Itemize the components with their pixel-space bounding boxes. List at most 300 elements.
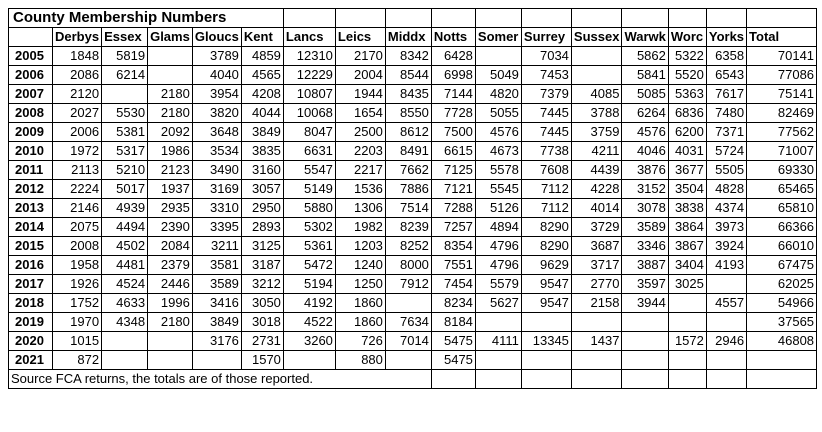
value-cell	[475, 313, 521, 332]
value-cell: 2731	[241, 332, 283, 351]
value-cell: 1996	[148, 294, 193, 313]
value-cell: 5361	[283, 237, 335, 256]
year-cell: 2012	[9, 180, 53, 199]
value-cell: 5475	[431, 332, 475, 351]
value-cell	[102, 351, 148, 370]
year-cell: 2006	[9, 66, 53, 85]
value-cell: 1944	[335, 85, 385, 104]
value-cell: 4576	[622, 123, 668, 142]
value-cell: 5578	[475, 161, 521, 180]
value-cell: 7379	[521, 85, 571, 104]
value-cell: 4192	[283, 294, 335, 313]
value-cell: 4522	[283, 313, 335, 332]
value-cell: 2446	[148, 275, 193, 294]
value-cell: 3759	[571, 123, 622, 142]
value-cell: 3346	[622, 237, 668, 256]
value-cell: 3395	[192, 218, 241, 237]
year-cell: 2017	[9, 275, 53, 294]
value-cell: 8491	[385, 142, 431, 161]
value-cell: 5126	[475, 199, 521, 218]
value-cell: 4040	[192, 66, 241, 85]
value-cell: 5017	[102, 180, 148, 199]
total-cell: 77562	[747, 123, 817, 142]
value-cell: 7453	[521, 66, 571, 85]
total-cell: 54966	[747, 294, 817, 313]
value-cell	[622, 313, 668, 332]
value-cell: 7662	[385, 161, 431, 180]
value-cell: 10068	[283, 104, 335, 123]
value-cell: 6200	[668, 123, 706, 142]
value-cell: 7125	[431, 161, 475, 180]
value-cell	[192, 351, 241, 370]
value-cell: 3504	[668, 180, 706, 199]
value-cell: 3589	[622, 218, 668, 237]
table-row	[9, 237, 817, 256]
value-cell	[148, 332, 193, 351]
value-cell: 2170	[335, 47, 385, 66]
value-cell	[706, 275, 746, 294]
value-cell: 3534	[192, 142, 241, 161]
value-cell: 2004	[335, 66, 385, 85]
value-cell: 7112	[521, 180, 571, 199]
empty-cell	[431, 370, 475, 389]
value-cell	[668, 313, 706, 332]
value-cell: 3788	[571, 104, 622, 123]
value-cell: 4502	[102, 237, 148, 256]
value-cell: 3050	[241, 294, 283, 313]
empty-cell	[668, 370, 706, 389]
corner-cell	[9, 28, 53, 47]
value-cell: 4193	[706, 256, 746, 275]
value-cell: 4576	[475, 123, 521, 142]
value-cell: 3589	[192, 275, 241, 294]
value-cell: 3887	[622, 256, 668, 275]
total-cell: 46808	[747, 332, 817, 351]
value-cell: 2500	[335, 123, 385, 142]
value-cell: 3152	[622, 180, 668, 199]
value-cell: 1203	[335, 237, 385, 256]
value-cell: 7728	[431, 104, 475, 123]
table-row	[9, 66, 817, 85]
value-cell: 5475	[431, 351, 475, 370]
value-cell: 6615	[431, 142, 475, 161]
value-cell: 2180	[148, 104, 193, 123]
value-cell: 4565	[241, 66, 283, 85]
value-cell: 1570	[241, 351, 283, 370]
year-cell: 2015	[9, 237, 53, 256]
table-row	[9, 332, 817, 351]
value-cell: 3310	[192, 199, 241, 218]
column-header: Sussex	[571, 28, 622, 47]
value-cell: 2893	[241, 218, 283, 237]
value-cell: 5627	[475, 294, 521, 313]
value-cell: 7617	[706, 85, 746, 104]
value-cell: 3581	[192, 256, 241, 275]
value-cell: 4828	[706, 180, 746, 199]
value-cell: 2217	[335, 161, 385, 180]
value-cell: 6631	[283, 142, 335, 161]
value-cell: 5302	[283, 218, 335, 237]
column-header: Glams	[148, 28, 193, 47]
value-cell: 1572	[668, 332, 706, 351]
value-cell	[668, 351, 706, 370]
table-title: County Membership Numbers	[9, 9, 284, 28]
total-cell: 62025	[747, 275, 817, 294]
column-header: Somer	[475, 28, 521, 47]
value-cell: 5841	[622, 66, 668, 85]
value-cell: 1536	[335, 180, 385, 199]
table-row	[9, 313, 817, 332]
total-cell: 65810	[747, 199, 817, 218]
value-cell: 4633	[102, 294, 148, 313]
year-cell: 2007	[9, 85, 53, 104]
value-cell: 3838	[668, 199, 706, 218]
source-note: Source FCA returns, the totals are of those reported.	[9, 370, 432, 389]
value-cell: 4228	[571, 180, 622, 199]
value-cell	[521, 351, 571, 370]
value-cell	[385, 351, 431, 370]
value-cell: 5862	[622, 47, 668, 66]
value-cell	[571, 66, 622, 85]
value-cell: 7514	[385, 199, 431, 218]
value-cell: 5149	[283, 180, 335, 199]
column-header: Yorks	[706, 28, 746, 47]
value-cell: 6264	[622, 104, 668, 123]
value-cell: 4046	[622, 142, 668, 161]
value-cell: 8000	[385, 256, 431, 275]
total-cell: 37565	[747, 313, 817, 332]
value-cell: 12229	[283, 66, 335, 85]
value-cell: 1848	[53, 47, 102, 66]
table-row	[9, 142, 817, 161]
value-cell	[102, 332, 148, 351]
value-cell: 1970	[53, 313, 102, 332]
value-cell: 4524	[102, 275, 148, 294]
value-cell: 4348	[102, 313, 148, 332]
value-cell: 8435	[385, 85, 431, 104]
value-cell: 5530	[102, 104, 148, 123]
total-cell: 71007	[747, 142, 817, 161]
value-cell: 3954	[192, 85, 241, 104]
value-cell: 3416	[192, 294, 241, 313]
value-cell: 1972	[53, 142, 102, 161]
value-cell: 3924	[706, 237, 746, 256]
value-cell: 1654	[335, 104, 385, 123]
year-cell: 2008	[9, 104, 53, 123]
value-cell: 3789	[192, 47, 241, 66]
value-cell: 9547	[521, 275, 571, 294]
table-row	[9, 123, 817, 142]
value-cell: 3260	[283, 332, 335, 351]
table-row	[9, 47, 817, 66]
value-cell: 5322	[668, 47, 706, 66]
value-cell: 3835	[241, 142, 283, 161]
value-cell: 1015	[53, 332, 102, 351]
value-cell	[148, 47, 193, 66]
value-cell: 7014	[385, 332, 431, 351]
value-cell: 2146	[53, 199, 102, 218]
total-cell: 65465	[747, 180, 817, 199]
table-row	[9, 180, 817, 199]
table-row	[9, 85, 817, 104]
value-cell: 3876	[622, 161, 668, 180]
value-cell: 5505	[706, 161, 746, 180]
value-cell: 13345	[521, 332, 571, 351]
total-cell: 66366	[747, 218, 817, 237]
value-cell: 7608	[521, 161, 571, 180]
membership-table	[8, 8, 817, 389]
value-cell: 3849	[241, 123, 283, 142]
value-cell: 3864	[668, 218, 706, 237]
column-header: Warwk	[622, 28, 668, 47]
total-cell: 66010	[747, 237, 817, 256]
year-cell: 2011	[9, 161, 53, 180]
value-cell: 1437	[571, 332, 622, 351]
total-cell: 67475	[747, 256, 817, 275]
value-cell: 4031	[668, 142, 706, 161]
year-cell: 2013	[9, 199, 53, 218]
value-cell: 1982	[335, 218, 385, 237]
empty-cell	[622, 370, 668, 389]
value-cell: 4673	[475, 142, 521, 161]
value-cell: 1240	[335, 256, 385, 275]
value-cell: 872	[53, 351, 102, 370]
value-cell: 2180	[148, 85, 193, 104]
value-cell: 7144	[431, 85, 475, 104]
value-cell: 7886	[385, 180, 431, 199]
value-cell: 7288	[431, 199, 475, 218]
value-cell: 3849	[192, 313, 241, 332]
value-cell: 1926	[53, 275, 102, 294]
value-cell: 7454	[431, 275, 475, 294]
value-cell	[521, 313, 571, 332]
title-row	[9, 9, 817, 28]
total-cell	[747, 351, 817, 370]
value-cell	[475, 47, 521, 66]
value-cell: 9629	[521, 256, 571, 275]
value-cell	[148, 66, 193, 85]
value-cell: 5210	[102, 161, 148, 180]
value-cell: 7912	[385, 275, 431, 294]
value-cell: 6543	[706, 66, 746, 85]
value-cell: 3648	[192, 123, 241, 142]
value-cell: 3057	[241, 180, 283, 199]
value-cell: 4014	[571, 199, 622, 218]
value-cell	[571, 313, 622, 332]
table-row	[9, 294, 817, 313]
value-cell: 4111	[475, 332, 521, 351]
value-cell: 3973	[706, 218, 746, 237]
empty-cell	[706, 370, 746, 389]
value-cell: 10807	[283, 85, 335, 104]
value-cell: 8252	[385, 237, 431, 256]
value-cell: 5520	[668, 66, 706, 85]
column-header: Total	[747, 28, 817, 47]
value-cell: 3404	[668, 256, 706, 275]
value-cell: 3125	[241, 237, 283, 256]
value-cell: 5381	[102, 123, 148, 142]
value-cell: 8342	[385, 47, 431, 66]
value-cell: 8290	[521, 237, 571, 256]
value-cell	[571, 351, 622, 370]
value-cell: 3490	[192, 161, 241, 180]
value-cell: 2006	[53, 123, 102, 142]
value-cell: 2770	[571, 275, 622, 294]
column-header: Middx	[385, 28, 431, 47]
value-cell: 2946	[706, 332, 746, 351]
table-row	[9, 104, 817, 123]
total-cell: 77086	[747, 66, 817, 85]
value-cell	[283, 351, 335, 370]
value-cell	[706, 313, 746, 332]
value-cell: 4939	[102, 199, 148, 218]
value-cell: 1860	[335, 294, 385, 313]
value-cell	[571, 47, 622, 66]
value-cell: 2158	[571, 294, 622, 313]
table-row	[9, 199, 817, 218]
column-header: Gloucs	[192, 28, 241, 47]
value-cell: 7371	[706, 123, 746, 142]
empty-cell	[475, 370, 521, 389]
value-cell: 1958	[53, 256, 102, 275]
value-cell: 6358	[706, 47, 746, 66]
value-cell: 2379	[148, 256, 193, 275]
value-cell: 4859	[241, 47, 283, 66]
value-cell: 2123	[148, 161, 193, 180]
value-cell: 7500	[431, 123, 475, 142]
value-cell: 5363	[668, 85, 706, 104]
year-cell: 2014	[9, 218, 53, 237]
value-cell: 7445	[521, 123, 571, 142]
value-cell: 4374	[706, 199, 746, 218]
value-cell: 880	[335, 351, 385, 370]
value-cell: 1986	[148, 142, 193, 161]
value-cell: 5880	[283, 199, 335, 218]
value-cell: 4439	[571, 161, 622, 180]
value-cell: 5194	[283, 275, 335, 294]
value-cell: 3677	[668, 161, 706, 180]
value-cell: 3176	[192, 332, 241, 351]
value-cell: 1752	[53, 294, 102, 313]
table-row	[9, 256, 817, 275]
value-cell: 4494	[102, 218, 148, 237]
value-cell: 4557	[706, 294, 746, 313]
value-cell	[102, 85, 148, 104]
value-cell: 2092	[148, 123, 193, 142]
column-header: Kent	[241, 28, 283, 47]
value-cell: 3169	[192, 180, 241, 199]
value-cell: 5724	[706, 142, 746, 161]
total-cell: 75141	[747, 85, 817, 104]
value-cell: 4796	[475, 256, 521, 275]
value-cell: 5085	[622, 85, 668, 104]
value-cell: 1860	[335, 313, 385, 332]
value-cell: 3867	[668, 237, 706, 256]
value-cell: 3597	[622, 275, 668, 294]
value-cell: 8544	[385, 66, 431, 85]
value-cell: 4796	[475, 237, 521, 256]
year-cell: 2010	[9, 142, 53, 161]
value-cell: 7551	[431, 256, 475, 275]
value-cell: 3078	[622, 199, 668, 218]
value-cell: 8184	[431, 313, 475, 332]
value-cell	[385, 294, 431, 313]
empty-cell	[571, 370, 622, 389]
column-header: Surrey	[521, 28, 571, 47]
value-cell: 6214	[102, 66, 148, 85]
value-cell: 2075	[53, 218, 102, 237]
value-cell: 6428	[431, 47, 475, 66]
value-cell: 2224	[53, 180, 102, 199]
value-cell: 3717	[571, 256, 622, 275]
value-cell: 2203	[335, 142, 385, 161]
year-cell: 2005	[9, 47, 53, 66]
value-cell: 8354	[431, 237, 475, 256]
value-cell: 3187	[241, 256, 283, 275]
table-row	[9, 161, 817, 180]
value-cell: 4211	[571, 142, 622, 161]
value-cell	[475, 351, 521, 370]
value-cell: 5579	[475, 275, 521, 294]
year-cell: 2020	[9, 332, 53, 351]
year-cell: 2018	[9, 294, 53, 313]
value-cell: 4894	[475, 218, 521, 237]
year-cell: 2021	[9, 351, 53, 370]
value-cell: 3211	[192, 237, 241, 256]
value-cell: 8550	[385, 104, 431, 123]
value-cell: 6836	[668, 104, 706, 123]
value-cell	[622, 332, 668, 351]
total-cell: 70141	[747, 47, 817, 66]
value-cell: 2086	[53, 66, 102, 85]
value-cell: 7445	[521, 104, 571, 123]
value-cell: 1937	[148, 180, 193, 199]
value-cell: 3729	[571, 218, 622, 237]
value-cell: 2084	[148, 237, 193, 256]
value-cell: 7112	[521, 199, 571, 218]
value-cell: 4044	[241, 104, 283, 123]
table-row	[9, 275, 817, 294]
value-cell: 2008	[53, 237, 102, 256]
value-cell	[148, 351, 193, 370]
value-cell: 3160	[241, 161, 283, 180]
value-cell: 4481	[102, 256, 148, 275]
value-cell: 5472	[283, 256, 335, 275]
value-cell	[706, 351, 746, 370]
column-header: Notts	[431, 28, 475, 47]
year-cell: 2016	[9, 256, 53, 275]
value-cell: 3212	[241, 275, 283, 294]
value-cell: 2935	[148, 199, 193, 218]
year-cell: 2009	[9, 123, 53, 142]
value-cell: 5049	[475, 66, 521, 85]
value-cell	[622, 351, 668, 370]
value-cell: 5055	[475, 104, 521, 123]
table-row	[9, 351, 817, 370]
value-cell: 8290	[521, 218, 571, 237]
value-cell: 5547	[283, 161, 335, 180]
table-row	[9, 218, 817, 237]
total-cell: 82469	[747, 104, 817, 123]
value-cell: 12310	[283, 47, 335, 66]
value-cell: 7480	[706, 104, 746, 123]
value-cell: 4085	[571, 85, 622, 104]
value-cell: 7121	[431, 180, 475, 199]
value-cell: 1306	[335, 199, 385, 218]
value-cell: 3687	[571, 237, 622, 256]
value-cell: 5545	[475, 180, 521, 199]
value-cell: 726	[335, 332, 385, 351]
